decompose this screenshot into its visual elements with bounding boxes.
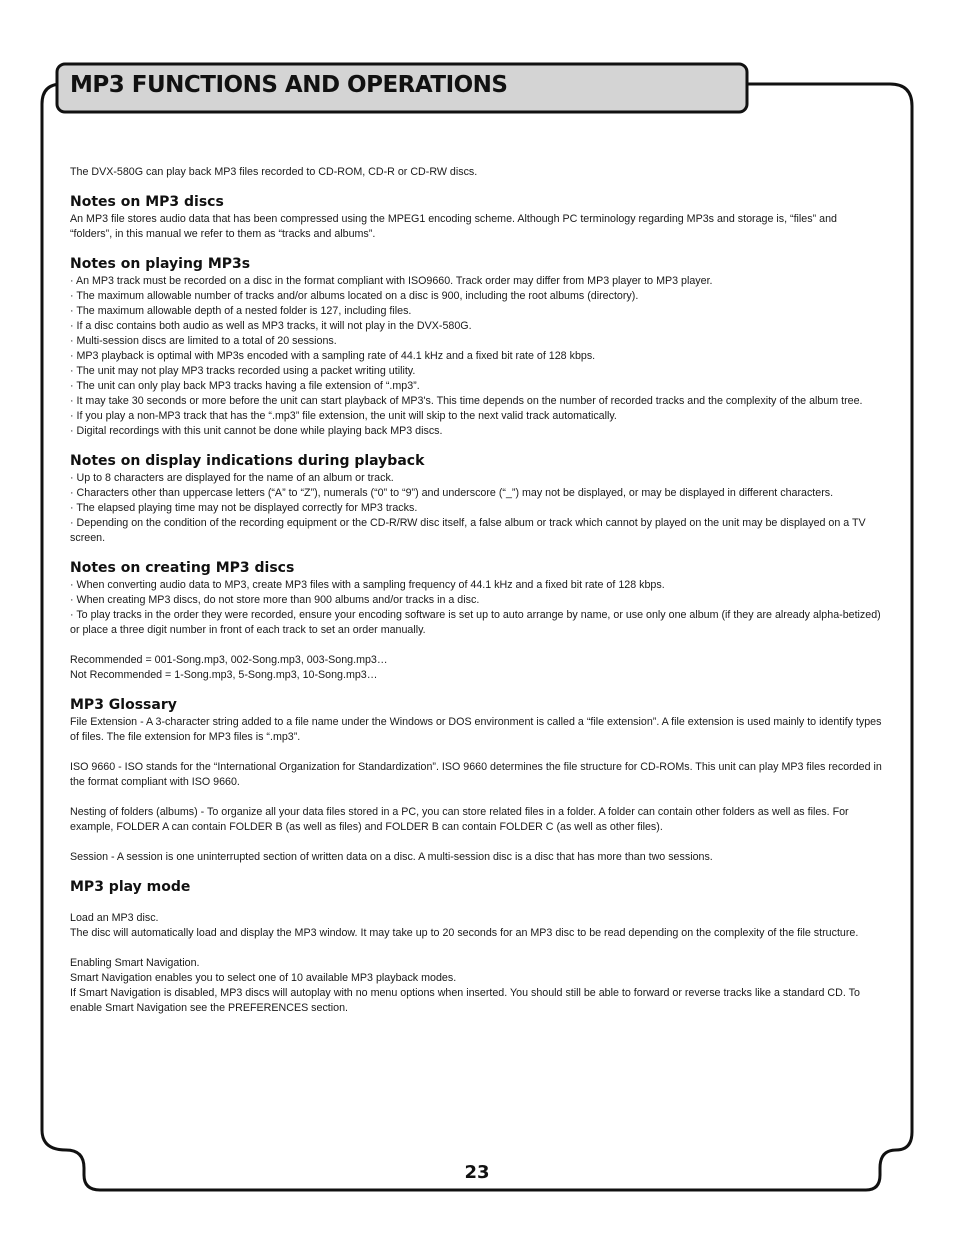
bullet-item: · When creating MP3 discs, do not store more than 900 albums and/or tracks in a disc. <box>70 594 480 606</box>
section-notes-display <box>70 453 882 546</box>
paragraph: The disc will automatically load and display the MP3 window. It may take up to 20 seconds for an MP3 disc to be read depending on the complexity of the file structure. <box>70 927 859 939</box>
section-heading: Notes on display indications during playback <box>70 453 425 469</box>
section-glossary <box>70 697 882 865</box>
bullet-item: · Up to 8 characters are displayed for the name of an album or track. <box>70 472 394 484</box>
intro-text: The DVX-580G can play back MP3 files recorded to CD-ROM, CD-R or CD-RW discs. <box>70 166 478 178</box>
not-recommended-example: Not Recommended = 1-Song.mp3, 5-Song.mp3, 10-Song.mp3… <box>70 669 378 681</box>
bullet-item: · Depending on the condition of the recording equipment or the CD-R/RW disc itself, a false album or track which cannot by played on the unit may be displayed on a TV screen. <box>70 517 866 544</box>
bullet-item: · The unit may not play MP3 tracks recorded using a packet writing utility. <box>70 365 416 377</box>
recommended-example: Recommended = 001-Song.mp3, 002-Song.mp3, 003-Song.mp3… <box>70 654 388 666</box>
glossary-entry: ISO 9660 - ISO stands for the “International Organization for Standardization”. ISO 9660 determines the file structure for CD-ROMs. This unit can play MP3 files recorded in the format compliant with ISO 9660. <box>70 761 882 788</box>
bullet-item: · Characters other than uppercase letters (“A” to “Z”), numerals (“0” to “9”) and underscore (“_”) may not be displayed, or may be displayed in different characters. <box>70 487 834 499</box>
paragraph: If Smart Navigation is disabled, MP3 discs will autoplay with no menu options when inserted. You should still be able to forward or reverse tracks like a standard CD. To enable Smart Navigation see the PREFERENCES section. <box>70 987 860 1014</box>
bullet-item: · It may take 30 seconds or more before the unit can start playback of MP3's. This time depends on the number of recorded tracks and the complexity of the album tree. <box>70 395 863 407</box>
section-heading: MP3 Glossary <box>70 697 177 713</box>
page-number: 23 <box>464 1162 490 1183</box>
paragraph: Enabling Smart Navigation. <box>70 957 200 969</box>
paragraph: An MP3 file stores audio data that has been compressed using the MPEG1 encoding scheme. Although PC terminology regarding MP3s and storage is, “files” and “folders”, in this manual we refer to them as “tracks and albums”. <box>70 213 837 240</box>
section-heading: Notes on MP3 discs <box>70 194 224 210</box>
bullet-item: · When converting audio data to MP3, create MP3 files with a sampling frequency of 44.1 kHz and a fixed bit rate of 128 kbps. <box>70 579 665 591</box>
section-notes-playing <box>70 256 882 439</box>
bullet-item: · Multi-session discs are limited to a total of 20 sessions. <box>70 335 337 347</box>
bullet-item: · The elapsed playing time may not be displayed correctly for MP3 tracks. <box>70 502 418 514</box>
glossary-entry: Nesting of folders (albums) - To organize all your data files stored in a PC, you can store related files in a folder. A folder can contain other folders as well as files. For example, FOLDER A can contain FOLDER B (as well as files) and FOLDER B can contain FOLDER C (as well as other files). <box>70 806 849 833</box>
glossary-entry: File Extension - A 3-character string added to a file name under the Windows or DOS environment is called a “file extension”. A file extension is used mainly to identify types of files. The file extension for MP3 files is “.mp3”. <box>70 716 882 743</box>
bullet-item: · The unit can only play back MP3 tracks having a file extension of “.mp3”. <box>70 380 420 392</box>
bullet-item: · If a disc contains both audio as well as MP3 tracks, it will not play in the DVX-580G. <box>70 320 472 332</box>
bullet-item: · If you play a non-MP3 track that has the “.mp3” file extension, the unit will skip to the next valid track automatically. <box>70 410 617 422</box>
bullet-item: · The maximum allowable depth of a nested folder is 127, including files. <box>70 305 412 317</box>
section-play-mode <box>70 879 882 1016</box>
section-notes-creating <box>70 560 882 683</box>
section-heading: Notes on playing MP3s <box>70 256 251 272</box>
glossary-entry: Session - A session is one uninterrupted section of written data on a disc. A multi-session disc is a disc that has more than two sessions. <box>70 851 713 863</box>
content <box>70 165 882 1016</box>
paragraph: Load an MP3 disc. <box>70 912 159 924</box>
paragraph: Smart Navigation enables you to select one of 10 available MP3 playback modes. <box>70 972 457 984</box>
page-title: MP3 FUNCTIONS AND OPERATIONS <box>70 72 508 98</box>
section-heading: Notes on creating MP3 discs <box>70 560 295 576</box>
bullet-item: · To play tracks in the order they were recorded, ensure your encoding software is set up to auto arrange by name, or use only one album (if they are already alpha-betized) or place a three digit number in front of each track to set an order manually. <box>70 609 881 636</box>
section-heading: MP3 play mode <box>70 879 191 895</box>
section-notes-mp3-discs <box>70 194 882 242</box>
bullet-item: · The maximum allowable number of tracks and/or albums located on a disc is 900, including the root albums (directory). <box>70 290 639 302</box>
bullet-item: · Digital recordings with this unit cannot be done while playing back MP3 discs. <box>70 425 443 437</box>
bullet-item: · MP3 playback is optimal with MP3s encoded with a sampling rate of 44.1 kHz and a fixed bit rate of 128 kbps. <box>70 350 596 362</box>
bullet-item: · An MP3 track must be recorded on a disc in the format compliant with ISO9660. Track order may differ from MP3 player to MP3 player. <box>70 275 713 287</box>
